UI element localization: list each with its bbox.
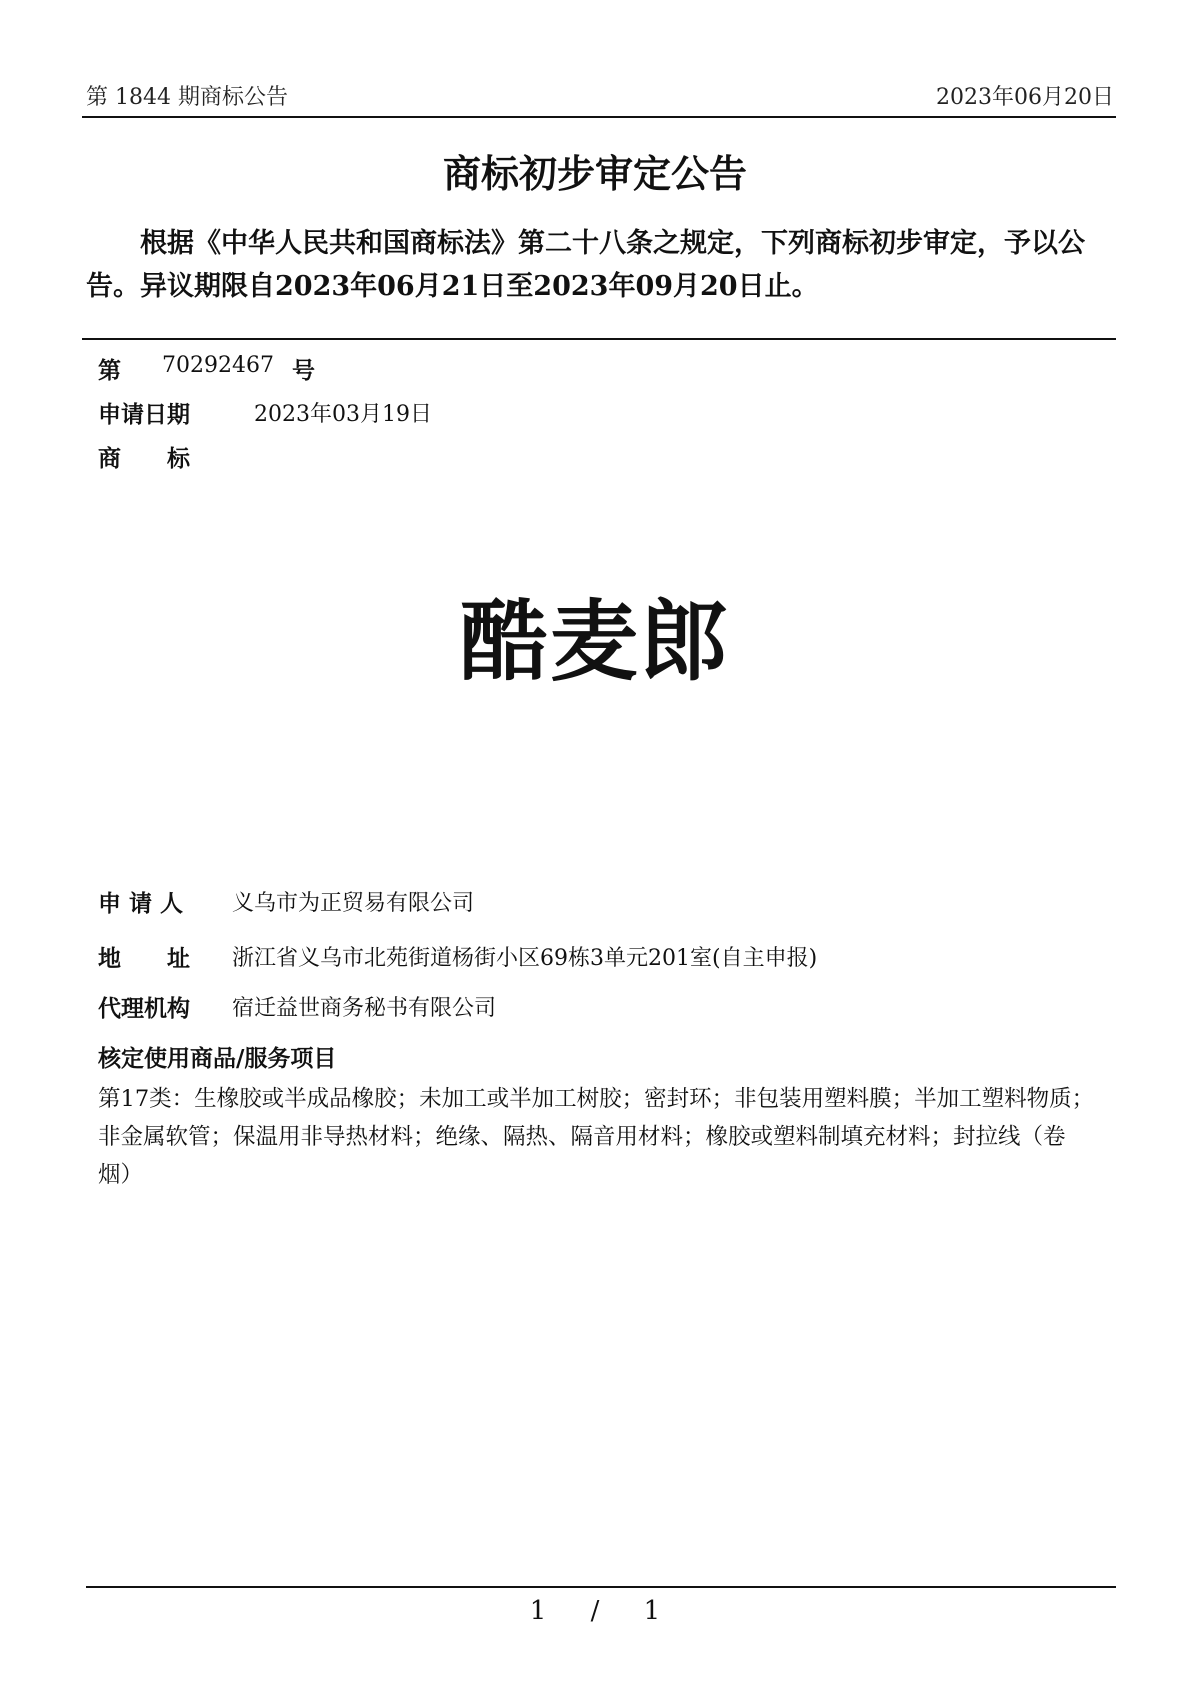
reg-no-suffix: 号	[292, 357, 315, 384]
agent-label: 代理机构	[98, 995, 190, 1022]
trademark-image: 酷麦郎	[459, 589, 730, 693]
reg-no-value: 70292467	[162, 353, 274, 378]
page-total: 1	[643, 1596, 661, 1626]
application-date-value: 2023年03月19日	[254, 402, 432, 427]
header-divider	[82, 116, 1116, 118]
intro-divider	[82, 338, 1116, 340]
reg-no-prefix: 第	[98, 357, 121, 384]
page-number: 1	[529, 1596, 547, 1626]
application-date-label: 申请日期	[98, 401, 190, 428]
address-label: 地 址	[98, 945, 190, 972]
address-value: 浙江省义乌市北苑街道杨街小区69栋3单元201室(自主申报)	[232, 946, 818, 971]
goods-list: 第17类：生橡胶或半成品橡胶；未加工或半加工树胶；密封环；非包装用塑料膜；半加工塑料物质；非金属软管；保温用非导热材料；绝缘、隔热、隔音用材料；橡胶或塑料制填充材料；封拉线（卷烟）	[98, 1086, 1095, 1188]
footer-divider	[86, 1586, 1116, 1588]
agent-value: 宿迁益世商务秘书有限公司	[232, 996, 497, 1021]
goods-label: 核定使用商品/服务项目	[98, 1045, 337, 1072]
issue-number: 第 1844 期商标公告	[86, 85, 288, 110]
page-separator: /	[590, 1596, 600, 1626]
applicant-value: 义乌市为正贸易有限公司	[232, 891, 475, 916]
page-indicator	[0, 1596, 1190, 1626]
page-title: 商标初步审定公告	[442, 151, 747, 196]
announcement-intro: 根据《中华人民共和国商标法》第二十八条之规定，下列商标初步审定，予以公告。异议期限自2023年06月21日至2023年09月20日止。	[86, 228, 1085, 302]
issue-date: 2023年06月20日	[936, 85, 1114, 110]
trademark-label: 商 标	[98, 445, 190, 472]
applicant-label: 申 请 人	[98, 890, 184, 917]
